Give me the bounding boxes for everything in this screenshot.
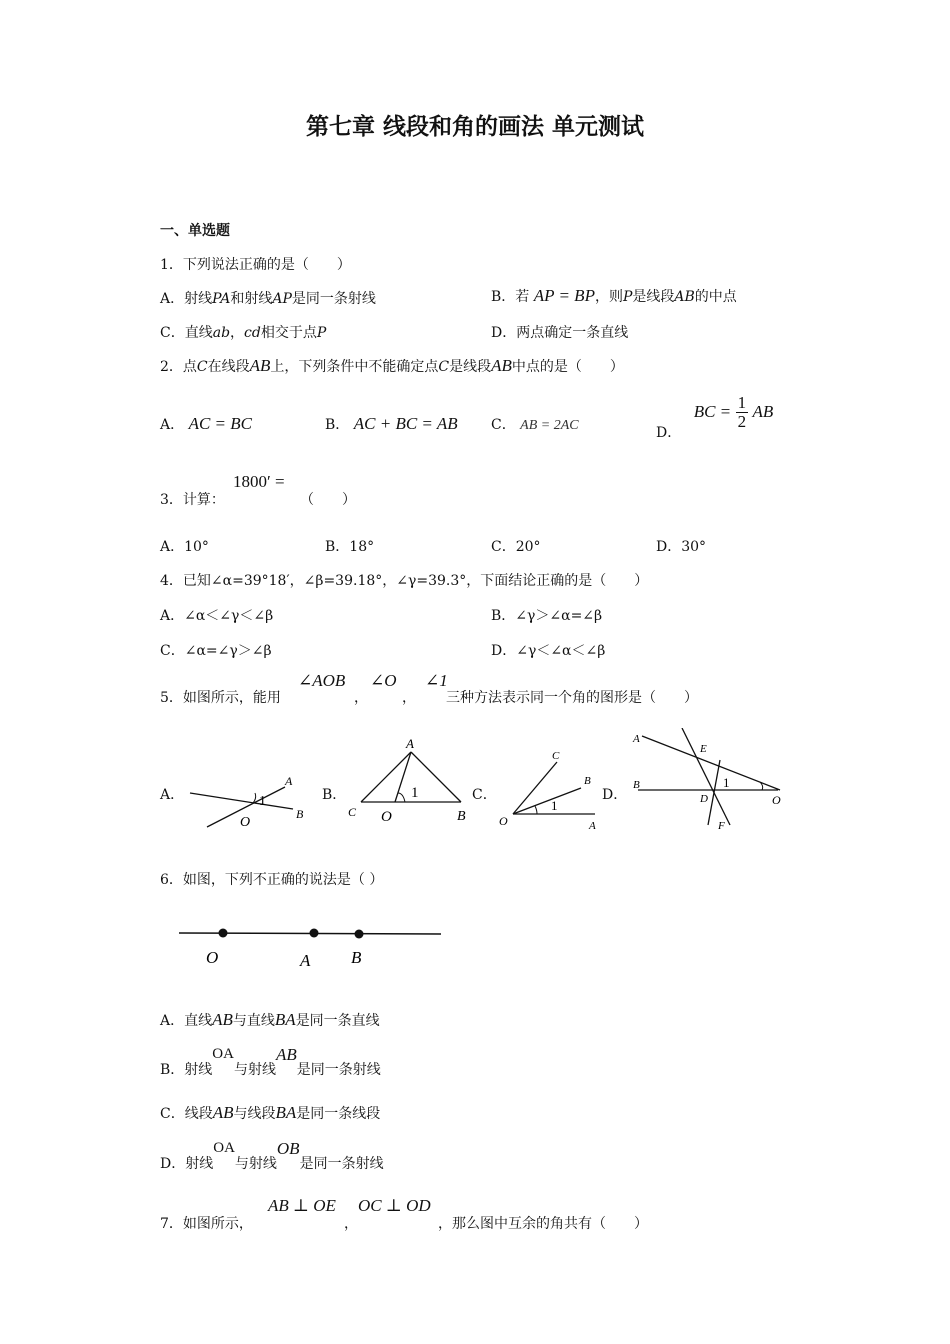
q5-figure-c [495, 748, 605, 833]
q1-a-prefix: A．射线 [160, 291, 213, 307]
q1-option-a[interactable] [160, 288, 376, 308]
q6-c-post: 是同一条线段 [296, 1106, 381, 1122]
page-title: 第七章 线段和角的画法 单元测试 [305, 114, 644, 140]
fig-b-side-ab [411, 752, 461, 802]
q6-d-pre: D．射线 [160, 1156, 214, 1172]
q1-a-pa: PA [212, 291, 231, 307]
q2-stem [160, 356, 624, 376]
q5-option-d[interactable]: D． [602, 787, 628, 803]
q2-c-label: C． [491, 417, 516, 433]
q4-stem: 4．已知∠α=39°18′，∠β=39.18°，∠γ=39.3°，下面结论正确的是（ ） [160, 573, 649, 589]
fig-a-line-ob [190, 793, 293, 809]
fig-b-label-1: 1 [411, 785, 419, 801]
q1-option-c[interactable] [160, 322, 326, 342]
q4-option-b[interactable]: B．∠γ＞∠α=∠β [491, 608, 603, 624]
q6-c-mid: 与线段 [233, 1106, 276, 1122]
q4-option-d[interactable]: D．∠γ＜∠α＜∠β [491, 643, 606, 659]
q2-stem-pre: 2．点 [160, 359, 197, 375]
fig-c-label-c: C [552, 750, 560, 762]
q6-option-b[interactable] [160, 1045, 381, 1079]
fig-d-label-a: A [633, 733, 640, 745]
q6-a-post: 是同一条直线 [295, 1013, 380, 1029]
fig-a-arc [253, 793, 256, 803]
q6-label-b: B [351, 948, 362, 967]
q2-stem-mid2: 上，下列条件中不能确定点 [270, 359, 439, 375]
q5-m1: ∠AOB [298, 671, 346, 690]
q6-b-mid: 与射线 [233, 1062, 276, 1078]
fig-c-label-1: 1 [551, 798, 558, 813]
q6-label-o: O [206, 948, 219, 967]
q3-paren: （ ） [300, 492, 356, 508]
q6-c-m1: AB [212, 1103, 234, 1122]
q5-stem-post: 三种方法表示同一个角的图形是（ ） [446, 690, 698, 706]
q5-option-c[interactable]: C． [472, 787, 497, 803]
q2-stem-mid3: 是线段 [449, 359, 492, 375]
q6-point-o [219, 929, 228, 938]
q6-d-m2: OB [276, 1139, 300, 1158]
q5-stem-pre: 5．如图所示，能用 [160, 690, 281, 706]
fig-d-label-f: F [718, 820, 725, 832]
fig-c-label-b: B [584, 775, 591, 787]
q3-option-d[interactable]: D．30° [656, 539, 707, 555]
q6-b-m1: OA [212, 1046, 234, 1062]
q4-option-c[interactable]: C．∠α=∠γ＞∠β [160, 643, 272, 659]
q1-c-ab: ab [212, 325, 231, 341]
q6-d-post: 是同一条射线 [299, 1156, 384, 1172]
q2-b-math: AC + BC = AB [353, 414, 458, 433]
q6-b-m2: AB [275, 1045, 297, 1064]
section-heading: 一、单选题 [160, 223, 230, 239]
q2-c-math: AB = 2AC [520, 418, 579, 433]
q1-a-ap: AP [272, 291, 292, 307]
q2-d-fraction [736, 394, 749, 431]
q2-d-right: AB [752, 401, 774, 421]
q5-comma2: ， [402, 690, 416, 706]
q2-option-b[interactable] [325, 414, 458, 434]
q5-m3: ∠1 [425, 671, 448, 690]
q1-stem: 1．下列说法正确的是（ ） [160, 257, 351, 273]
q6-option-c[interactable] [160, 1103, 380, 1123]
q2-d-left: BC = [693, 401, 732, 421]
q2-stem-c2: C [438, 359, 450, 375]
fig-a-label-1: 1 [259, 794, 266, 809]
q1-c-prefix: C．直线 [160, 325, 213, 341]
q2-d-den: 2 [737, 412, 747, 431]
q4-option-a[interactable]: A．∠α＜∠γ＜∠β [160, 608, 274, 624]
q6-a-pre: A．直线 [160, 1013, 213, 1029]
q2-d-num: 1 [737, 393, 747, 412]
q6-b-pre: B．射线 [160, 1062, 213, 1078]
q6-figure [175, 920, 450, 975]
fig-d-line-ao [642, 736, 780, 790]
q1-c-comma: ， [230, 325, 245, 341]
fig-a-label-b: B [296, 807, 304, 821]
q2-option-a[interactable] [160, 414, 252, 434]
fig-c-label-a: A [589, 820, 596, 832]
q6-b-post: 是同一条射线 [296, 1062, 381, 1078]
q7-stem-pre: 7．如图所示， [160, 1216, 253, 1232]
fig-d-label-1: 1 [723, 775, 730, 790]
q2-stem-mid1: 在线段 [207, 359, 250, 375]
fig-c-arc [535, 806, 537, 814]
q1-b-prefix: B．若 [491, 289, 530, 305]
q5-figure-a [185, 765, 310, 835]
q6-d-mid: 与射线 [234, 1156, 277, 1172]
q6-d-m1: OA [213, 1140, 235, 1156]
q6-a-m1: AB [212, 1010, 233, 1029]
q1-b-ab: AB [674, 289, 695, 305]
fig-c-label-o: O [499, 814, 508, 828]
q6-c-m2: BA [275, 1103, 297, 1122]
q1-b-mid2: 是线段 [632, 289, 675, 305]
fig-a-label-a: A [285, 774, 293, 788]
q1-b-suffix: 的中点 [694, 289, 737, 305]
q7-m2: OC ⊥ OD [358, 1196, 431, 1215]
q5-figure-d [630, 728, 790, 836]
q2-stem-ab2: AB [491, 356, 512, 375]
fig-b-label-c: C [348, 805, 357, 819]
q7-stem-post: ，那么图中互余的角共有（ ） [438, 1216, 648, 1232]
q3-stem: 3．计算： [160, 492, 225, 508]
q2-d-label: D． [656, 424, 682, 441]
q6-label-a: A [300, 951, 311, 970]
q2-b-label: B． [325, 417, 350, 433]
q1-c-cd: cd [244, 325, 261, 341]
q5-figure-b [343, 735, 473, 830]
q1-a-mid: 和射线 [230, 291, 273, 307]
q1-b-math: AP = BP [533, 286, 595, 305]
q5-option-a[interactable]: A． [160, 787, 185, 803]
fig-d-label-o: O [772, 793, 781, 807]
q1-c-p: P [316, 325, 327, 341]
q6-a-m2: BA [274, 1010, 296, 1029]
q6-option-a[interactable] [160, 1010, 380, 1030]
q2-stem-post: 中点的是（ ） [511, 359, 624, 375]
q6-a-mid: 与直线 [232, 1013, 275, 1029]
q2-option-c[interactable] [491, 414, 579, 434]
fig-d-label-b: B [633, 779, 640, 791]
q6-option-d[interactable] [160, 1139, 384, 1173]
q2-a-math: AC = BC [188, 414, 252, 433]
q1-a-suffix: 是同一条射线 [291, 291, 376, 307]
q1-b-p: P [622, 289, 633, 305]
fig-b-label-a: A [406, 736, 414, 751]
fig-d-label-d: D [700, 793, 708, 805]
fig-b-arc [398, 793, 405, 802]
q3-option-a[interactable]: A．10° [160, 539, 209, 555]
q6-point-a [310, 929, 319, 938]
q1-c-mid: 相交于点 [260, 325, 317, 341]
q2-option-d[interactable] [656, 392, 774, 441]
fig-b-label-b: B [457, 809, 466, 824]
q2-stem-ab: AB [249, 356, 271, 375]
q5-option-b[interactable]: B． [322, 787, 347, 803]
q7-m1: AB ⊥ OE [268, 1196, 336, 1215]
q5-comma1: ， [354, 690, 368, 706]
q6-c-pre: C．线段 [160, 1106, 213, 1122]
fig-a-label-o: O [240, 815, 251, 830]
q1-option-d[interactable]: D．两点确定一条直线 [491, 325, 629, 341]
fig-d-line-dmid [708, 760, 720, 825]
q2-a-label: A． [160, 417, 185, 433]
fig-b-label-o: O [381, 809, 392, 825]
q6-point-b [355, 930, 364, 939]
q1-b-mid1: ，则 [594, 289, 623, 305]
q3-math: 1800′ = [233, 472, 285, 491]
q7-comma: ， [344, 1216, 358, 1232]
q3-option-c[interactable]: C．20° [491, 539, 541, 555]
q1-option-b[interactable] [491, 286, 737, 306]
q6-stem: 6．如图，下列不正确的说法是（ ） [160, 872, 384, 888]
q5-m2: ∠O [370, 671, 397, 690]
fig-d-label-e: E [700, 743, 707, 755]
q3-option-b[interactable]: B．18° [325, 539, 375, 555]
q2-stem-c: C [196, 359, 208, 375]
